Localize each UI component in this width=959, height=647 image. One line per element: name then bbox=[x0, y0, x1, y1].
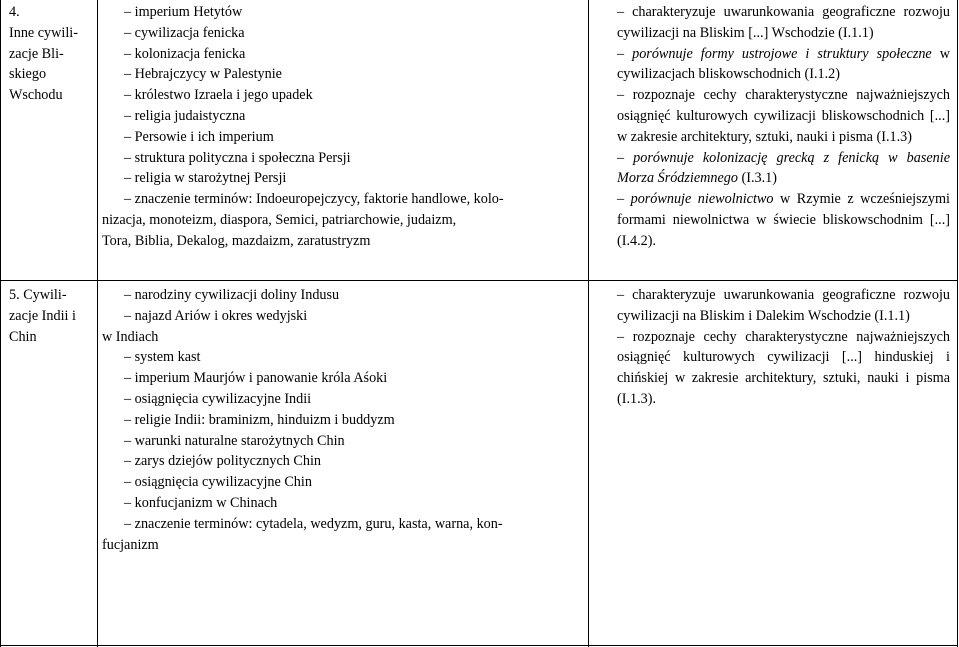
title-line: Chin bbox=[9, 328, 37, 345]
requirement-text: w cywilizacjach bliskowschodnich (I.1.2) bbox=[617, 45, 950, 83]
requirement-item bbox=[595, 85, 950, 147]
title-line: zacje Bli- bbox=[9, 45, 64, 62]
section-4-requirements bbox=[595, 2, 950, 252]
content-line: – struktura polityczna i społeczna Persji bbox=[124, 149, 351, 166]
section-5-title bbox=[9, 285, 94, 347]
section-4-content bbox=[102, 2, 582, 252]
requirement-item bbox=[595, 2, 950, 44]
requirement-text: – rozpoznaje cechy charakterystyczne najważniejszych osiągnięć kulturowych cywilizacji [...] hinduskiej i chińskiej w zakresie architektury, sztuki, nauki i pisma (I.1.3). bbox=[617, 328, 950, 407]
section-5-content bbox=[102, 285, 582, 555]
content-line: – Persowie i ich imperium bbox=[124, 128, 274, 145]
section-4-title bbox=[9, 2, 94, 106]
content-line: – królestwo Izraela i jego upadek bbox=[124, 87, 313, 104]
column-divider-2 bbox=[588, 0, 589, 647]
content-line: – osiągnięcia cywilizacyjne Chin bbox=[124, 474, 312, 491]
content-line: – imperium Maurjów i panowanie króla Aśoki bbox=[124, 370, 388, 387]
section-5-requirements bbox=[595, 285, 950, 410]
content-line: Tora, Biblia, Dekalog, mazdaizm, zaratustryzm bbox=[102, 232, 371, 249]
requirement-item bbox=[595, 44, 950, 86]
content-line: – konfucjanizm w Chinach bbox=[124, 494, 278, 511]
content-line: – zarys dziejów politycznych Chin bbox=[124, 453, 321, 470]
table-border-right bbox=[957, 0, 958, 647]
table-border-bottom bbox=[0, 645, 958, 646]
requirement-text: w Rzymie z wcześniejszymi formami niewolnictwa w świecie bliskowschodnim [...] (I.4.2). bbox=[617, 191, 950, 249]
requirement-italic-text: – porównuje formy ustrojowe i struktury społeczne bbox=[617, 45, 932, 62]
content-line: – najazd Ariów i okres wedyjski bbox=[124, 307, 308, 324]
title-line: Wschodu bbox=[9, 87, 63, 104]
column-divider-1 bbox=[97, 0, 98, 647]
requirement-text: – rozpoznaje cechy charakterystyczne najważniejszych osiągnięć kulturowych cywilizacji bliskowschodnich [...] w zakresie architektury, sztuki, nauki i pisma (I.1.3) bbox=[617, 87, 950, 145]
requirement-italic-text: – porównuje kolonizację grecką z fenicką w basenie Morza Śródziemnego bbox=[617, 149, 950, 187]
requirement-item bbox=[595, 148, 950, 190]
content-line: – cywilizacja fenicka bbox=[124, 24, 245, 41]
content-line: – Hebrajczycy w Palestynie bbox=[124, 66, 282, 83]
content-line: – osiągnięcia cywilizacyjne Indii bbox=[124, 390, 312, 407]
requirement-item bbox=[595, 189, 950, 251]
title-line: 5. Cywili- bbox=[9, 287, 67, 303]
content-line: w Indiach bbox=[102, 328, 159, 345]
table-border-left bbox=[0, 0, 1, 647]
requirement-text: – charakteryzuje uwarunkowania geograficzne rozwoju cywilizacji na Bliskim [...] Wschodzie (I.1.1) bbox=[617, 4, 950, 41]
title-line: zacje Indii i bbox=[9, 307, 76, 324]
requirement-text: (I.3.1) bbox=[737, 170, 777, 187]
requirement-italic-text: – porównuje niewolnictwo bbox=[617, 191, 774, 208]
content-line: – znaczenie terminów: cytadela, wedyzm, guru, kasta, warna, kon- bbox=[124, 515, 503, 532]
requirement-item bbox=[595, 327, 950, 410]
requirement-text: – charakteryzuje uwarunkowania geograficzne rozwoju cywilizacji na Bliskim i Dalekim Wschodzie (I.1.1) bbox=[617, 287, 950, 324]
content-line: – imperium Hetytów bbox=[124, 4, 243, 20]
content-line: nizacja, monoteizm, diaspora, Semici, patriarchowie, judaizm, bbox=[102, 211, 457, 228]
content-line: – religia judaistyczna bbox=[124, 107, 246, 124]
content-line: fucjanizm bbox=[102, 536, 159, 553]
requirement-item bbox=[595, 285, 950, 327]
content-line: – system kast bbox=[124, 349, 201, 366]
row-divider bbox=[0, 280, 958, 281]
content-line: – religia w starożytnej Persji bbox=[124, 170, 287, 187]
title-line: 4. bbox=[9, 4, 20, 20]
content-line: – narodziny cywilizacji doliny Indusu bbox=[124, 287, 340, 303]
content-line: – religie Indii: braminizm, hinduizm i buddyzm bbox=[124, 411, 395, 428]
content-line: – znaczenie terminów: Indoeuropejczycy, faktorie handlowe, kolo- bbox=[124, 191, 504, 208]
content-line: – kolonizacja fenicka bbox=[124, 45, 246, 62]
content-line: – warunki naturalne starożytnych Chin bbox=[124, 432, 345, 449]
title-line: Inne cywili- bbox=[9, 24, 78, 41]
title-line: skiego bbox=[9, 66, 47, 83]
